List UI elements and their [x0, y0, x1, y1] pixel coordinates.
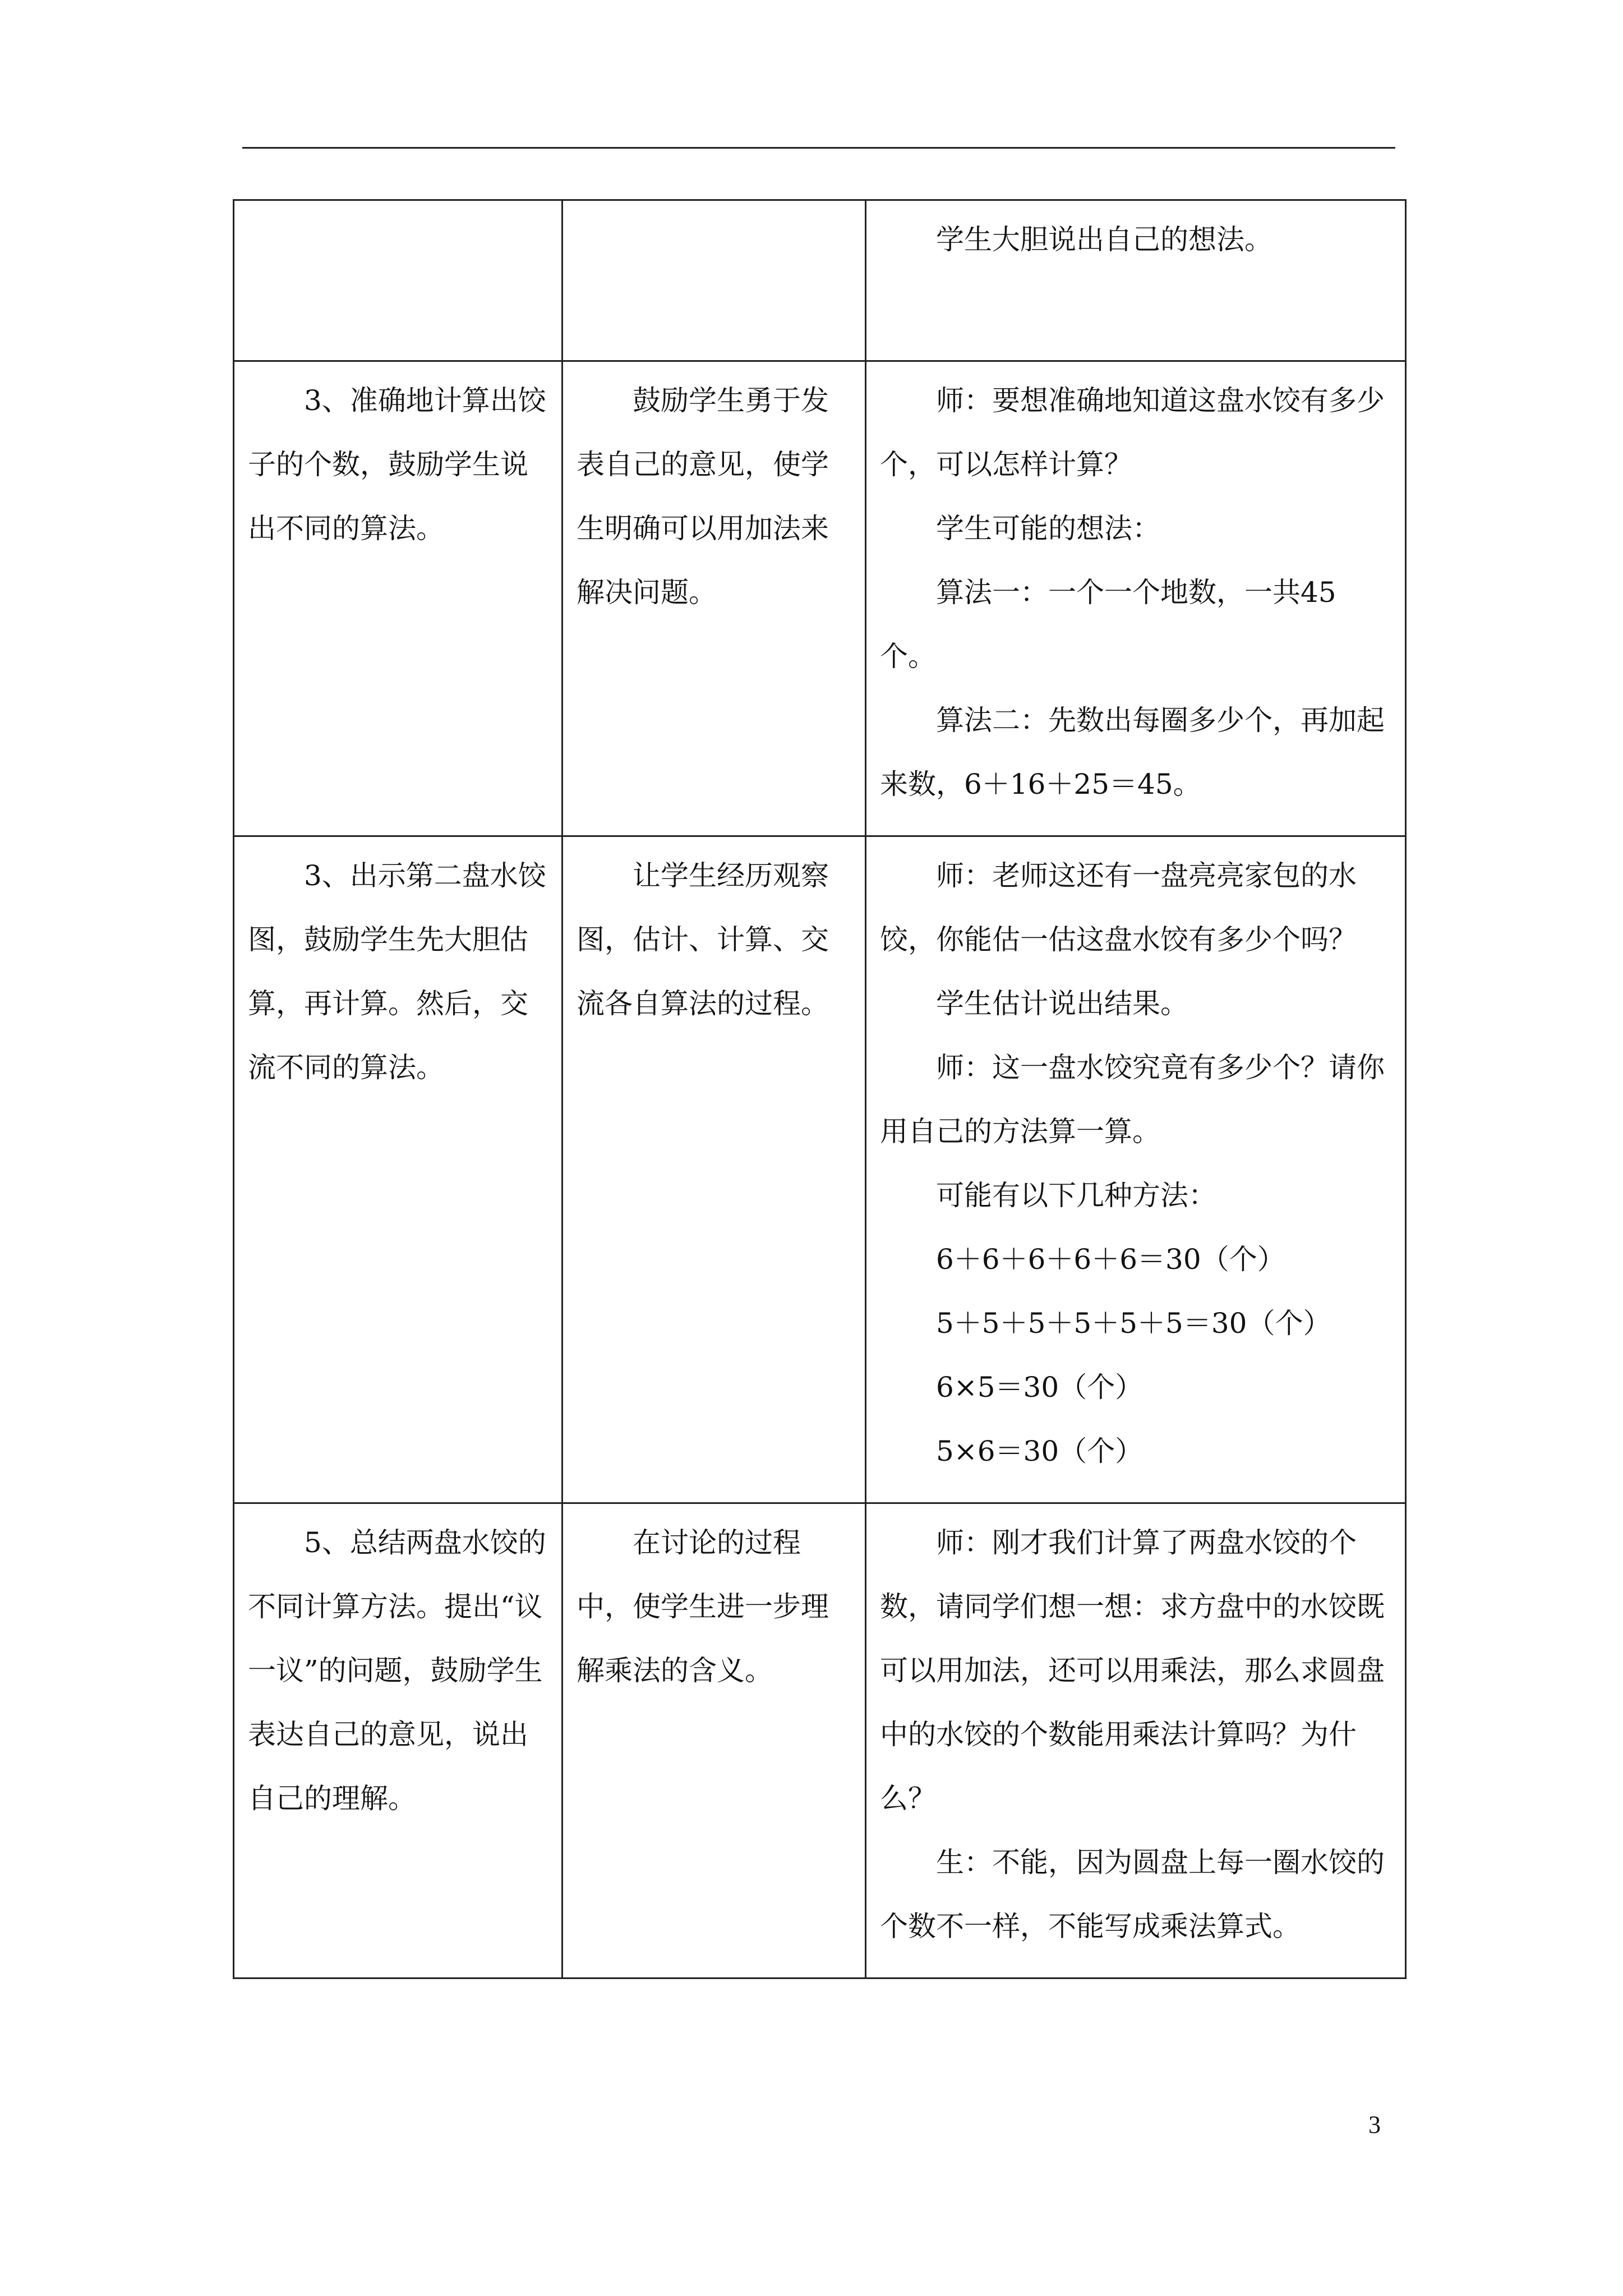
goal-paragraph: 5、总结两盘水饺的不同计算方法。提出“议一议”的问题，鼓励学生表达自己的意见，说出自己的理解。 — [248, 1526, 546, 1815]
activity-paragraph: 师：这一盘水饺究竟有多少个？请你用自己的方法算一算。 — [880, 1051, 1385, 1148]
intent-cell — [562, 361, 866, 836]
intent-paragraph: 鼓励学生勇于发表自己的意见，使学生明确可以用加法来解决问题。 — [577, 384, 829, 609]
page-number: 3 — [1368, 2111, 1381, 2138]
equation-line: 5×6＝30（个） — [936, 1435, 1144, 1467]
equation-line: 5＋5＋5＋5＋5＋5＝30（个） — [936, 1307, 1331, 1340]
activity-paragraph: 学生大胆说出自己的想法。 — [936, 223, 1272, 256]
equation-line: 6×5＝30（个） — [936, 1371, 1144, 1404]
activity-paragraph: 学生估计说出结果。 — [936, 987, 1188, 1020]
activity-cell — [866, 1503, 1406, 1978]
intent-paragraph: 在讨论的过程中，使学生进一步理解乘法的含义。 — [577, 1526, 829, 1687]
table-row — [234, 200, 1406, 361]
table-row — [234, 1503, 1406, 1978]
goal-paragraph: 3、准确地计算出饺子的个数，鼓励学生说出不同的算法。 — [248, 384, 546, 545]
activity-paragraph: 师：老师这还有一盘亮亮家包的水饺，你能估一估这盘水饺有多少个吗？ — [880, 859, 1357, 956]
activity-paragraph: 算法一：一个一个地数，一共45个。 — [880, 576, 1336, 673]
activity-paragraph: 师：要想准确地知道这盘水饺有多少个，可以怎样计算？ — [880, 384, 1385, 481]
intent-paragraph: 让学生经历观察图，估计、计算、交流各自算法的过程。 — [577, 859, 829, 1020]
goal-cell — [234, 200, 562, 361]
intent-cell — [562, 1503, 866, 1978]
activity-paragraph: 生：不能，因为圆盘上每一圈水饺的个数不一样，不能写成乘法算式。 — [880, 1846, 1385, 1943]
header-rule — [242, 147, 1395, 149]
intent-cell — [562, 836, 866, 1503]
activity-paragraph: 算法二：先数出每圈多少个，再加起来数，6＋16＋25＝45。 — [880, 704, 1385, 800]
equation-line: 6＋6＋6＋6＋6＝30（个） — [936, 1243, 1285, 1276]
table-row — [234, 361, 1406, 836]
goal-paragraph: 3、出示第二盘水饺图，鼓励学生先大胆估算，再计算。然后，交流不同的算法。 — [248, 859, 546, 1084]
activity-paragraph: 可能有以下几种方法： — [936, 1179, 1216, 1212]
lesson-plan-table — [233, 199, 1407, 1979]
activity-paragraph: 师：刚才我们计算了两盘水饺的个数，请同学们想一想：求方盘中的水饺既可以用加法，还可以用乘法，那么求圆盘中的水饺的个数能用乘法计算吗？为什么？ — [880, 1526, 1385, 1815]
goal-cell — [234, 1503, 562, 1978]
goal-cell — [234, 836, 562, 1503]
goal-cell — [234, 361, 562, 836]
activity-paragraph: 学生可能的想法： — [936, 512, 1160, 545]
activity-cell — [866, 200, 1406, 361]
activity-cell — [866, 836, 1406, 1503]
table-row — [234, 836, 1406, 1503]
intent-cell — [562, 200, 866, 361]
activity-cell — [866, 361, 1406, 836]
